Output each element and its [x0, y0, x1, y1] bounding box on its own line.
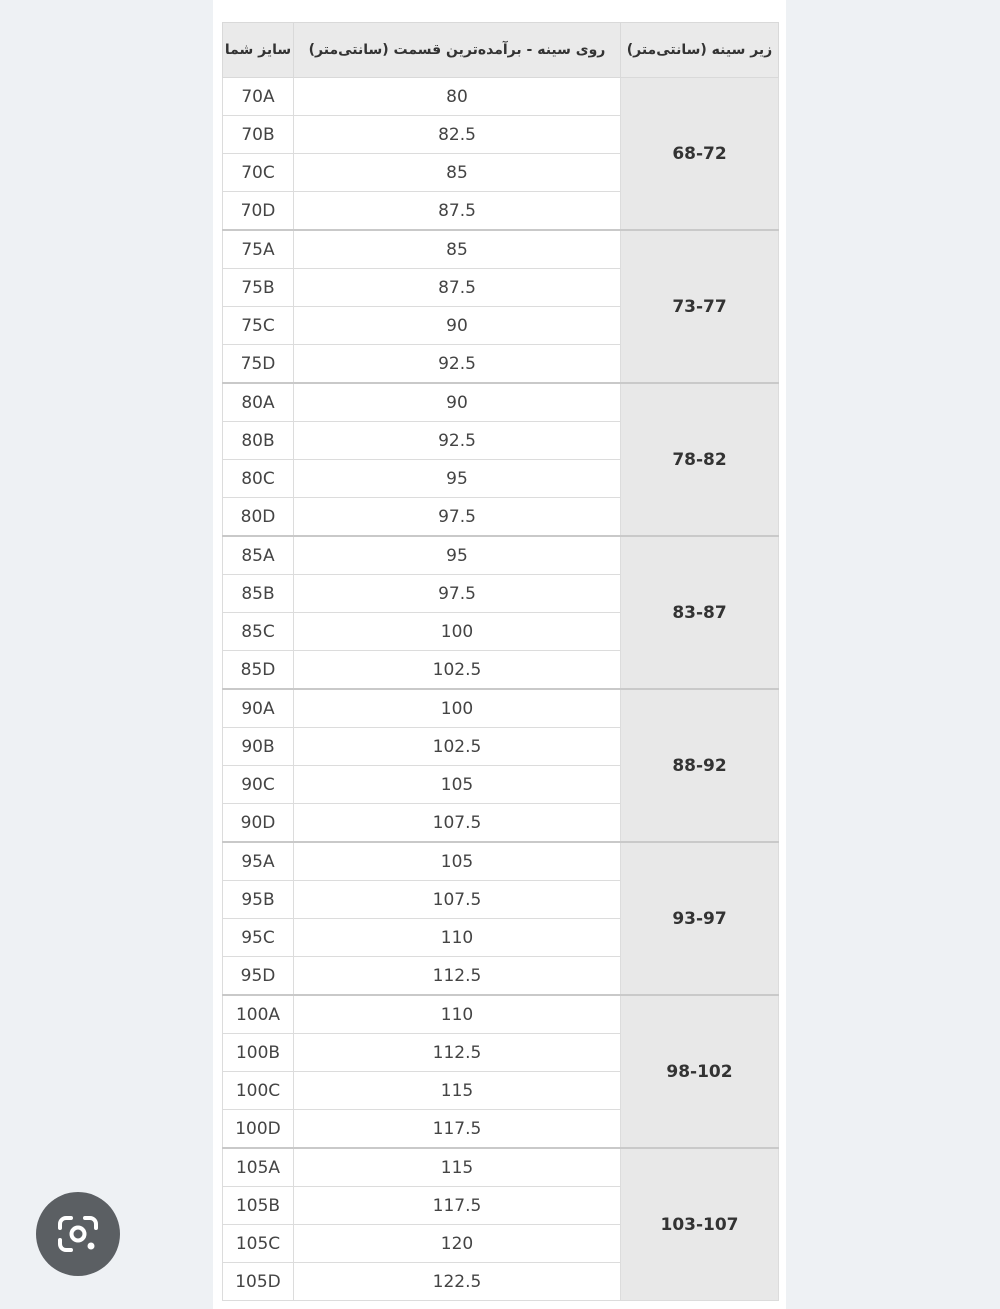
size-cell: 95B: [223, 881, 294, 919]
size-cell: 70C: [223, 154, 294, 192]
size-cell: 80A: [223, 383, 294, 422]
size-cell: 90A: [223, 689, 294, 728]
size-cell: 85D: [223, 651, 294, 690]
size-cell: 70D: [223, 192, 294, 231]
table-row: [223, 383, 779, 422]
size-cell: 85C: [223, 613, 294, 651]
size-cell: 100A: [223, 995, 294, 1034]
size-cell: 80D: [223, 498, 294, 537]
bust-cell: 95: [294, 460, 621, 498]
bust-cell: 112.5: [294, 957, 621, 996]
size-cell: 95C: [223, 919, 294, 957]
bust-cell: 102.5: [294, 728, 621, 766]
size-cell: 80B: [223, 422, 294, 460]
size-cell: 90C: [223, 766, 294, 804]
size-cell: 90B: [223, 728, 294, 766]
size-cell: 75D: [223, 345, 294, 384]
table-row: [223, 230, 779, 269]
bust-cell: 100: [294, 689, 621, 728]
bust-cell: 112.5: [294, 1034, 621, 1072]
bust-cell: 107.5: [294, 804, 621, 843]
underbust-range-cell: 93-97: [621, 842, 779, 995]
size-cell: 95D: [223, 957, 294, 996]
size-cell: 75B: [223, 269, 294, 307]
size-cell: 105C: [223, 1225, 294, 1263]
bust-cell: 115: [294, 1148, 621, 1187]
bust-cell: 85: [294, 230, 621, 269]
table-row: [223, 995, 779, 1034]
underbust-range-cell: 78-82: [621, 383, 779, 536]
size-cell: 90D: [223, 804, 294, 843]
size-cell: 100C: [223, 1072, 294, 1110]
google-lens-icon: [56, 1212, 100, 1256]
underbust-range-cell: 98-102: [621, 995, 779, 1148]
size-cell: 95A: [223, 842, 294, 881]
bust-cell: 92.5: [294, 422, 621, 460]
bust-cell: 100: [294, 613, 621, 651]
underbust-range-cell: 68-72: [621, 78, 779, 231]
bust-cell: 90: [294, 383, 621, 422]
size-cell: 75A: [223, 230, 294, 269]
table-body: [223, 78, 779, 1301]
bust-cell: 97.5: [294, 575, 621, 613]
size-cell: 105A: [223, 1148, 294, 1187]
bust-cell: 105: [294, 766, 621, 804]
underbust-range-cell: 73-77: [621, 230, 779, 383]
google-lens-button[interactable]: [36, 1192, 120, 1276]
table-row: [223, 1148, 779, 1187]
size-cell: 105D: [223, 1263, 294, 1301]
bust-cell: 95: [294, 536, 621, 575]
size-cell: 80C: [223, 460, 294, 498]
table-header-row: [223, 23, 779, 78]
bust-cell: 120: [294, 1225, 621, 1263]
bust-cell: 110: [294, 995, 621, 1034]
bust-cell: 117.5: [294, 1110, 621, 1149]
bust-cell: 110: [294, 919, 621, 957]
header-underbust: زیر سینه (سانتی‌متر): [621, 23, 779, 78]
table-row: [223, 78, 779, 116]
size-cell: 70B: [223, 116, 294, 154]
bust-cell: 90: [294, 307, 621, 345]
size-cell: 100D: [223, 1110, 294, 1149]
bust-cell: 87.5: [294, 269, 621, 307]
bust-cell: 102.5: [294, 651, 621, 690]
bust-cell: 115: [294, 1072, 621, 1110]
bust-cell: 80: [294, 78, 621, 116]
table-row: [223, 536, 779, 575]
size-cell: 105B: [223, 1187, 294, 1225]
table-row: [223, 689, 779, 728]
header-size: سایز شما: [223, 23, 294, 78]
underbust-range-cell: 88-92: [621, 689, 779, 842]
bust-cell: 107.5: [294, 881, 621, 919]
bust-cell: 82.5: [294, 116, 621, 154]
bust-cell: 92.5: [294, 345, 621, 384]
underbust-range-cell: 103-107: [621, 1148, 779, 1301]
bust-cell: 87.5: [294, 192, 621, 231]
table-row: [223, 842, 779, 881]
bust-cell: 117.5: [294, 1187, 621, 1225]
underbust-range-cell: 83-87: [621, 536, 779, 689]
size-cell: 85B: [223, 575, 294, 613]
bust-cell: 105: [294, 842, 621, 881]
size-cell: 85A: [223, 536, 294, 575]
bust-cell: 97.5: [294, 498, 621, 537]
size-cell: 70A: [223, 78, 294, 116]
size-cell: 75C: [223, 307, 294, 345]
size-cell: 100B: [223, 1034, 294, 1072]
size-chart-table: [222, 22, 779, 1301]
header-bust: روی سینه - برآمده‌ترین قسمت (سانتی‌متر): [294, 23, 621, 78]
bust-cell: 85: [294, 154, 621, 192]
bust-cell: 122.5: [294, 1263, 621, 1301]
